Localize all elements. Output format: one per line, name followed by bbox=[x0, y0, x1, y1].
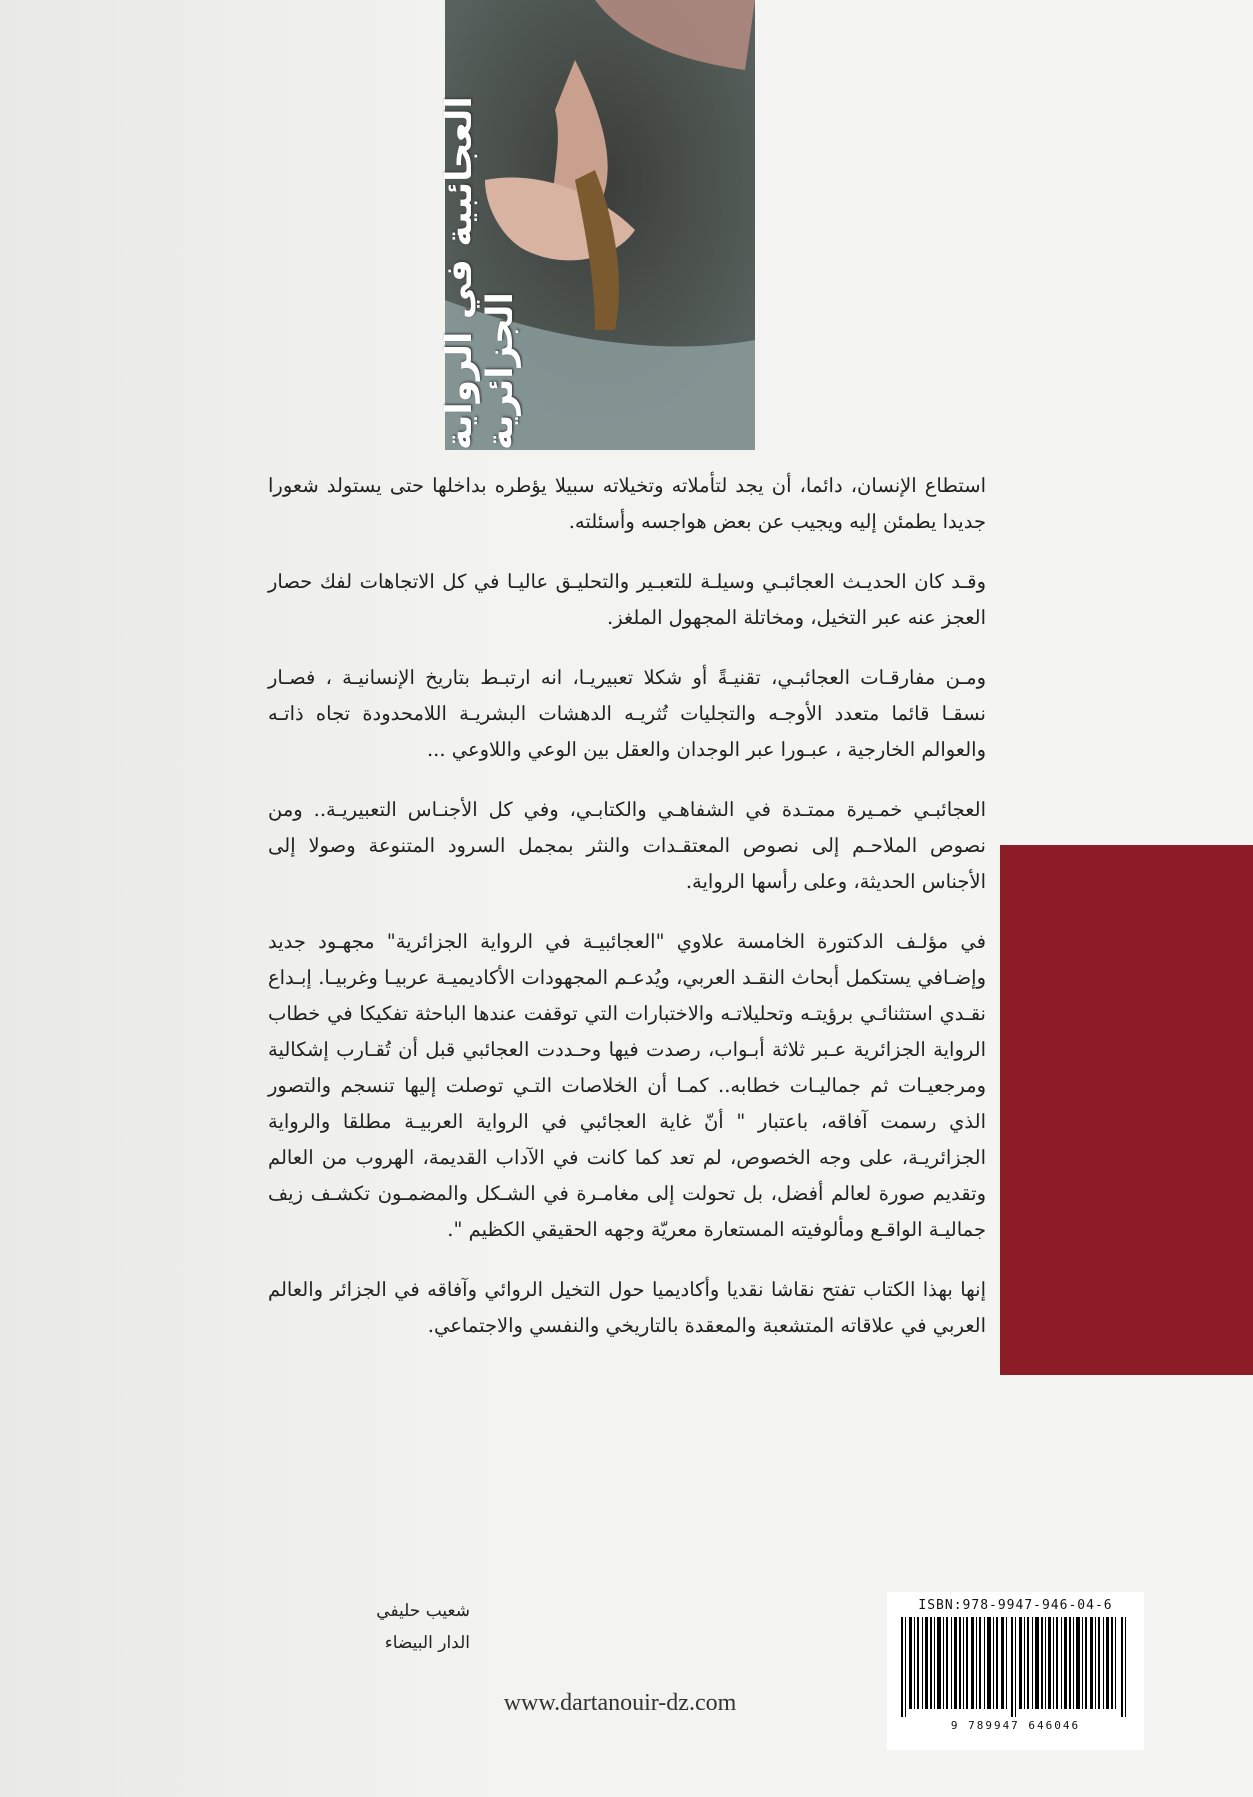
publisher-website[interactable]: www.dartanouir-dz.com bbox=[503, 1690, 737, 1716]
back-cover-blurb bbox=[268, 468, 986, 1368]
spine-title bbox=[439, 0, 521, 450]
ean-number: 9 789947 646046 bbox=[950, 1719, 1081, 1732]
book-title: العجائبية في الرواية الجزائرية bbox=[439, 96, 521, 450]
credits bbox=[270, 1595, 470, 1659]
isbn-number: ISBN:978-9947-946-04-6 bbox=[918, 1598, 1113, 1613]
blurb-paragraph: استطاع الإنسان، دائما، أن يجد لتأملاته وتخيلاته سبيلا يؤطره بداخلها حتى يستولد شعورا جديدا يطمئن إليه ويجيب عن بعض هواجسه وأسئلته. bbox=[268, 474, 986, 533]
designer-city: الدار البيضاء bbox=[384, 1633, 470, 1653]
barcode-bars bbox=[895, 1617, 1136, 1717]
blurb-paragraph: إنها بهذا الكتاب تفتح نقاشا نقديا وأكاديميا حول التخيل الروائي وآفاقه في الجزائر والعالم العربي في علاقاته المتشعبة والمعقدة بالتاريخي والنفسي والاجتماعي. bbox=[268, 1278, 986, 1337]
isbn-barcode bbox=[887, 1592, 1144, 1750]
blurb-paragraph: العجائبـي خمـيرة ممتـدة في الشفاهـي والكتابـي، وفي كل الأجنـاس التعبيريـة.. ومن نصوص الملاحـم إلى نصوص المعتقـدات والنثر بمجمل السرود المتنوعة وصولا إلى الأجناس الحديثة، وعلى رأسها الرواية. bbox=[268, 798, 986, 893]
blurb-paragraph: وقـد كان الحديـث العجائبـي وسيلـة للتعبـير والتحليـق عاليـا في كل الاتجاهات لفك حصار العجز عنه عبر التخيل، ومخاتلة المجهول الملغز. bbox=[268, 570, 986, 629]
blurb-paragraph: في مؤلـف الدكتورة الخامسة علاوي "العجائبيـة في الرواية الجزائرية" مجهـود جديد وإضـافي يستكمل أبحاث النقـد العربي، ويُدعـم المجهودات الأكاديميـة عربيـا وغربيـا. إبـداع نقـدي استثنائـي برؤيتـه وتحليلاتـه والاختبارات التي توقفت عندها الباحثة تفكيكا في خطاب الرواية الجزائرية عـبر ثلاثة أبـواب، رصدت فيها وحـددت العجائبي قبل أن تُقـارب إشكالية ومرجعيـات ثم جماليـات خطابه.. كمـا أن الخلاصات التـي توصلت إليها تنسجم والتصور الذي رسمت آفاقه، باعتبار " أنّ غاية العجائبي في الرواية العربيـة مطلقا والرواية الجزائريـة، على وجه الخصوص، لم تعد كما كانت في الآداب القديمة، الهروب من العالم وتقديم صورة لعالم أفضل، بل تحولت إلى مغامـرة في الشـكل والمضمـون تكشـف زيف جماليـة الواقـع ومألوفيته المستعارة معريّة وجهه الحقيقي الكظيم ". bbox=[268, 930, 986, 1241]
blurb-paragraph: ومـن مفارقـات العجائبـي، تقنيـةً أو شكلا تعبيريـا، انه ارتبـط بتاريخ الإنسانيـة ، فصـار نسقـا قائما متعدد الأوجـه والتجليات تُثريـه الدهشات البشريـة اللامحدودة تجاه ذاتـه والعوالم الخارجية ، عبـورا عبر الوجدان والعقل بين الوعي واللاوعي ... bbox=[268, 666, 986, 761]
red-band bbox=[1000, 845, 1253, 1375]
designer-name: شعيب حليفي bbox=[376, 1601, 470, 1621]
